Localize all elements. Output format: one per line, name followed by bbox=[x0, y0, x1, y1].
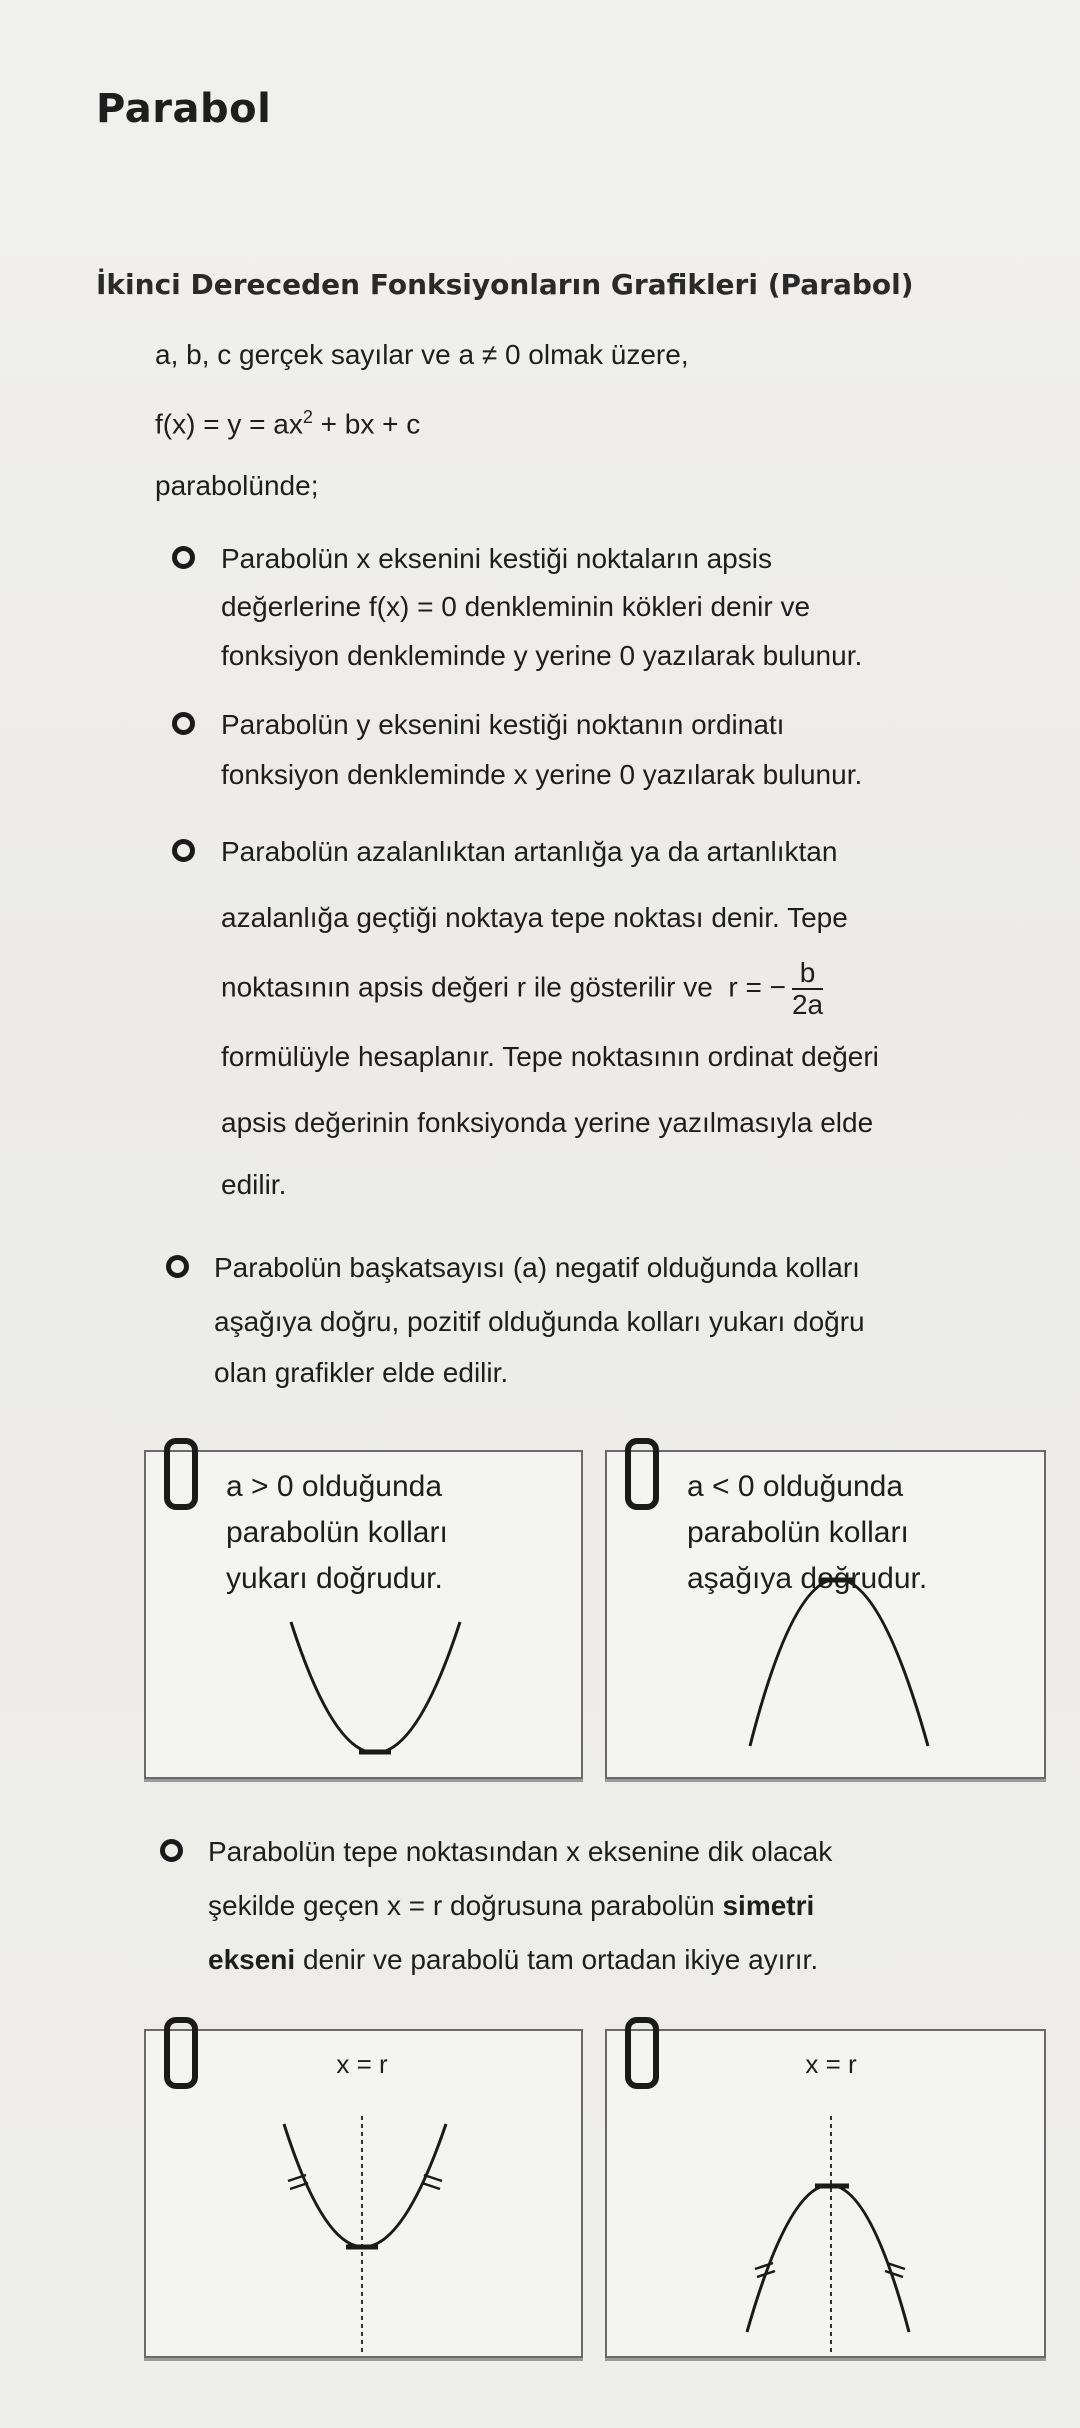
symmetry-downward-graph bbox=[607, 2031, 1044, 2356]
intro-line: parabolünde; bbox=[155, 470, 319, 501]
bullet-text: edilir. bbox=[221, 1169, 287, 1200]
symmetry-axis-upward-box bbox=[144, 2029, 583, 2358]
bullet-text: Parabolün başkatsayısı (a) negatif olduğunda kolları bbox=[214, 1252, 860, 1283]
bullet-icon bbox=[172, 839, 195, 862]
bullet-text: Parabolün tepe noktasından x eksenine dik olacak bbox=[208, 1836, 833, 1867]
symmetry-axis-label: x = r bbox=[336, 2049, 388, 2079]
bullet-text: Parabolün azalanlıktan artanlığa ya da artanlıktan bbox=[221, 836, 838, 867]
bullet-text bbox=[208, 1943, 818, 1977]
bullet-text: formülüyle hesaplanır. Tepe noktasının ordinat değeri bbox=[221, 1041, 879, 1072]
vertex-formula-lhs: r = − bbox=[728, 971, 786, 1003]
box-line: a < 0 olduğunda bbox=[687, 1470, 904, 1503]
bullet-text-part: denir ve parabolü tam ortadan ikiye ayırır. bbox=[295, 1944, 819, 1975]
bullet-text-with-formula bbox=[221, 958, 823, 1020]
symmetry-axis-downward-box bbox=[605, 2029, 1046, 2358]
bullet-text: Parabolün x eksenini kestiği noktaların apsis bbox=[221, 543, 772, 574]
bullet-icon bbox=[172, 712, 195, 735]
intro-line: a, b, c gerçek sayılar ve a ≠ 0 olmak üzere, bbox=[155, 339, 689, 370]
formula-prefix: f(x) = y = ax bbox=[155, 408, 303, 440]
bullet-text: aşağıya doğru, pozitif olduğunda kolları yukarı doğru bbox=[214, 1306, 865, 1337]
bold-term: simetri bbox=[722, 1890, 815, 1921]
bullet-text: fonksiyon denkleminde y yerine 0 yazılarak bulunur. bbox=[221, 640, 863, 671]
bold-term: ekseni bbox=[208, 1944, 296, 1975]
formula-exponent: 2 bbox=[302, 407, 313, 427]
bullet-text: noktasının apsis değeri r ile gösterilir ve bbox=[221, 971, 713, 1003]
formula-suffix: + bx + c bbox=[312, 408, 421, 440]
downward-parabola-box bbox=[605, 1450, 1046, 1779]
upward-parabola-graph bbox=[146, 1452, 581, 1777]
bullet-text bbox=[208, 1889, 814, 1923]
parabola-curve bbox=[284, 2124, 446, 2247]
symmetry-axis-label: x = r bbox=[805, 2049, 857, 2079]
intro-formula bbox=[155, 400, 420, 441]
page-title: Parabol bbox=[96, 86, 272, 132]
parabola-curve bbox=[750, 1579, 928, 1746]
bullet-text-part: şekilde geçen x = r doğrusuna parabolün bbox=[208, 1890, 723, 1921]
box-line: parabolün kolları bbox=[687, 1516, 909, 1549]
upward-parabola-box bbox=[144, 1450, 583, 1779]
box-line: yukarı doğrudur. bbox=[226, 1562, 443, 1595]
bullet-icon bbox=[160, 1839, 183, 1862]
equal-mark-left bbox=[755, 2263, 775, 2277]
bullet-text: fonksiyon denkleminde x yerine 0 yazılarak bulunur. bbox=[221, 759, 863, 790]
bullet-text: apsis değerinin fonksiyonda yerine yazılmasıyla elde bbox=[221, 1107, 874, 1138]
bullet-icon bbox=[172, 546, 195, 569]
fraction-denominator: 2a bbox=[791, 989, 824, 1020]
section-heading: İkinci Dereceden Fonksiyonların Grafikleri (Parabol) bbox=[96, 268, 914, 301]
parabola-curve bbox=[291, 1622, 460, 1753]
box-line: parabolün kolları bbox=[226, 1516, 448, 1549]
bullet-icon bbox=[166, 1255, 189, 1278]
bullet-text: olan grafikler elde edilir. bbox=[214, 1357, 509, 1388]
fraction-numerator: b bbox=[792, 958, 823, 990]
bullet-text: Parabolün y eksenini kestiği noktanın ordinatı bbox=[221, 709, 785, 740]
symmetry-upward-graph bbox=[146, 2031, 581, 2356]
box-line: a > 0 olduğunda bbox=[226, 1470, 443, 1503]
bullet-text: değerlerine f(x) = 0 denkleminin kökleri denir ve bbox=[221, 591, 811, 622]
box-line: aşağıya doğrudur. bbox=[687, 1562, 928, 1595]
parabola-curve bbox=[747, 2185, 909, 2332]
bullet-text: azalanlığa geçtiği noktaya tepe noktası denir. Tepe bbox=[221, 902, 848, 933]
vertex-formula-fraction bbox=[792, 958, 823, 1020]
downward-parabola-graph bbox=[607, 1452, 1044, 1777]
